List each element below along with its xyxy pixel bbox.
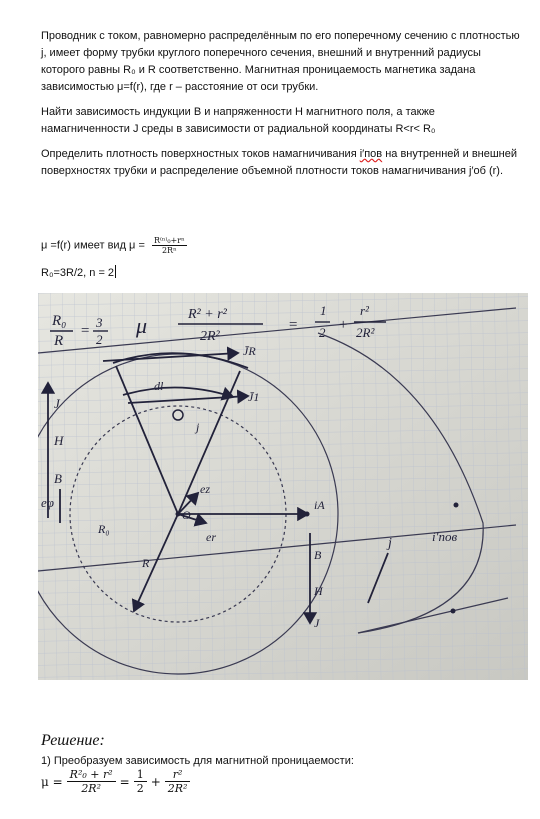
label-ez: ez: [200, 482, 210, 496]
sketch-mu-num: R² + r²: [188, 307, 227, 322]
mu-fraction: [152, 236, 187, 255]
ratio-den: 2: [96, 332, 103, 347]
label-B-right: B: [314, 548, 322, 562]
label-origin: O: [182, 508, 191, 522]
ratio-eq: =: [80, 323, 91, 339]
problem-paragraph-3: [41, 146, 521, 180]
ratio-num: 3: [96, 315, 103, 330]
lower-dot: [451, 609, 456, 614]
solution-frac-3-den: 2R²: [167, 782, 188, 795]
solution-formula: [41, 768, 190, 795]
solution-frac-1: [67, 768, 116, 795]
solution-frac-3-num: r²: [165, 768, 191, 782]
label-i-pov: i′пов: [432, 529, 458, 544]
hand-sketch-photo: [38, 293, 528, 680]
label-J-right: J: [314, 616, 320, 630]
problem-paragraph-2: Найти зависимость индукции B и напряженности H магнитного поля, а также намагниченности J среды в зависимости от радиальной координаты R<r< R₀: [41, 106, 436, 135]
label-R: R: [142, 556, 150, 570]
mu-label: μ =f(r) имеет вид μ =: [41, 239, 145, 252]
solution-plus: +: [150, 774, 161, 789]
label-H-left: H: [54, 433, 64, 448]
sketch-mu-symbol: μ: [136, 313, 148, 338]
label-dl: dl: [154, 379, 164, 393]
solution-heading: Решение:: [41, 732, 105, 749]
problem-paragraph-1: Проводник с током, равномерно распределённым по его поперечному сечению с плотностью j, имеет форму трубки круглого поперечного сечения, внешний и внутренний радиусы которого равны R₀ и R соответственно. Магнитная проницаемость магнетика задана зависимостью μ=f(r), где r – расстояние от оси трубки.: [41, 30, 520, 93]
sketch-half-num: 1: [320, 303, 327, 318]
sketch-plus: +: [338, 317, 349, 333]
mu-definition: [41, 236, 187, 255]
sketch-svg: [38, 293, 528, 680]
solution-step-1: 1) Преобразуем зависимость для магнитной проницаемости:: [41, 755, 354, 767]
label-H-right: H: [314, 584, 323, 598]
sketch-r2-den: 2R²: [356, 325, 375, 340]
origin-dot: [176, 512, 181, 517]
sketch-eq2: =: [288, 317, 299, 333]
sketch-half-den: 2: [319, 325, 326, 340]
solution-frac-2: [134, 768, 147, 795]
sketch-mu-den: 2R²: [200, 329, 220, 344]
label-j-bulk: j: [388, 536, 392, 551]
solution-eq: =: [119, 774, 130, 789]
condition-text: R₀=3R/2, n = 2: [41, 267, 115, 279]
label-jR: J̄R: [243, 344, 256, 358]
solution-mu: μ =: [41, 774, 63, 789]
solution-frac-1-num: R²₀ + r²: [67, 768, 116, 782]
label-j1: J̄1: [248, 390, 260, 404]
side-dot: [454, 503, 459, 508]
label-er: er: [206, 530, 216, 544]
text-cursor: [115, 265, 116, 278]
label-J-left: J: [54, 396, 60, 411]
ratio-top: R₀: [52, 313, 67, 329]
ratio-bottom: R: [54, 333, 64, 349]
mu-numerator: R⁽ⁿ⁾₀+rⁿ: [153, 236, 185, 245]
r0-dot: [305, 512, 310, 517]
i-pov-symbol: i′пов: [359, 148, 383, 160]
p3-before: Определить плотность поверхностных токов намагничивания: [41, 148, 360, 160]
solution-frac-1-den: 2R²: [81, 782, 102, 795]
label-ephi: eφ: [41, 495, 54, 510]
solution-frac-2-num: 1: [134, 768, 147, 782]
condition-line[interactable]: [41, 265, 116, 281]
label-R0: R₀: [98, 522, 110, 536]
label-B-left: B: [54, 471, 62, 486]
sketch-r2-num: r²: [360, 303, 369, 318]
solution-frac-3: [165, 768, 191, 795]
solution-frac-2-den: 2: [136, 782, 144, 795]
mu-denominator: 2Rⁿ: [161, 246, 177, 255]
p3-after: на внутренней и внешней поверхностях трубки и распределение объемной плотности токов намагничивания j′об (r).: [41, 148, 518, 177]
label-j-dot: j: [196, 420, 200, 434]
label-ia: iA: [314, 498, 325, 512]
